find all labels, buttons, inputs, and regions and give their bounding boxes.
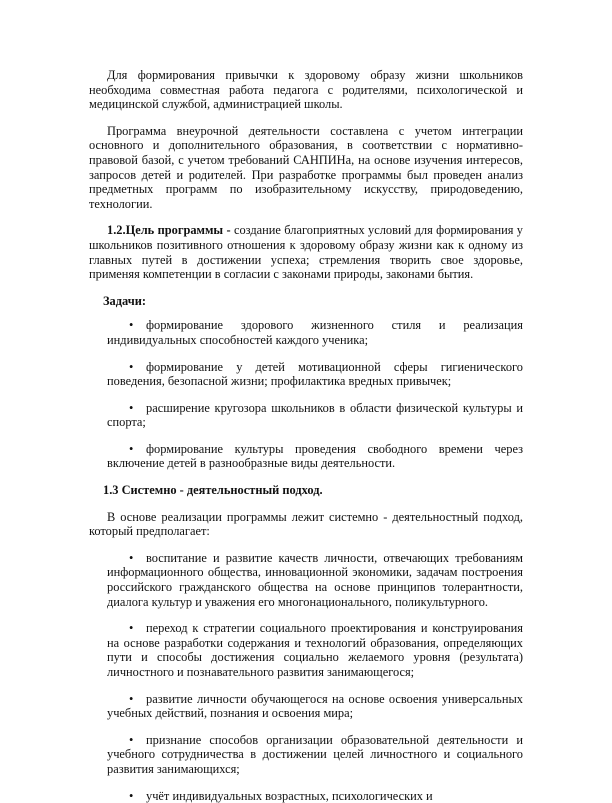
approach-list — [89, 551, 523, 803]
bullet-icon: • — [129, 359, 134, 374]
list-item: • признание способов организации образовательной деятельности и учебного сотрудничества в достижении целей личностного и социального развития занимающихся; — [107, 732, 523, 776]
bullet-icon: • — [129, 441, 134, 456]
list-item: • формирование культуры проведения свободного времени через включение детей в разнообразные виды деятельности. — [107, 441, 523, 471]
paragraph-approach-intro: В основе реализации программы лежит системно - деятельностный подход, который предполагает: — [89, 509, 523, 539]
paragraph-program-basis: Программа внеурочной деятельности составлена с учетом интеграции основного и дополнительного образования, в соответствии с нормативно-правовой базой, с учетом требований САНПИНа, на основе изучения интересов, запросов детей и родителей. При разработке программы был проведен анализ предметных программ по изобразительному искусству, природоведению, технологии. — [89, 123, 523, 211]
bullet-icon: • — [129, 318, 134, 333]
section-heading: 1.3 Системно - деятельностный подход. — [103, 483, 323, 498]
bullet-icon: • — [129, 788, 134, 803]
paragraph-parents-cooperation: Для формирования привычки к здоровому образу жизни школьников необходима совместная работа педагога с родителями, психологической и медицинской службой, администрацией школы. — [89, 68, 523, 112]
tasks-list — [89, 318, 523, 471]
list-item: • развитие личности обучающегося на основе освоения универсальных учебных действий, познания и освоения мира; — [107, 691, 523, 721]
list-item: • воспитание и развитие качеств личности, отвечающих требованиям информационного общества, инновационной экономики, задачам построения российского гражданского общества на основе принципов толерантности, диалога культур и уважения его многонационального, поликультурного. — [107, 550, 523, 609]
paragraph-goal — [89, 223, 523, 281]
list-item: • учёт индивидуальных возрастных, психологических и — [129, 788, 433, 803]
list-item: • формирование здорового жизненного стиля и реализация индивидуальных способностей каждого ученика; — [107, 318, 523, 347]
goal-heading: 1.2.Цель программы - — [107, 223, 231, 238]
list-item: • переход к стратегии социального проектирования и конструирования на основе разработки содержания и технологий образования, определяющих пути и способы достижения социально желаемого уровня (результата) личностного и познавательного развития занимающегося; — [107, 621, 523, 679]
list-item: • формирование у детей мотивационной сферы гигиенического поведения, безопасной жизни; профилактика вредных привычек; — [107, 359, 523, 389]
bullet-icon: • — [129, 621, 134, 636]
tasks-heading: Задачи: — [103, 293, 146, 308]
bullet-icon: • — [129, 550, 134, 565]
list-item: • расширение кругозора школьников в области физической культуры и спорта; — [107, 400, 523, 430]
bullet-icon: • — [129, 400, 134, 415]
goal-text: создание благоприятных условий для формирования у школьников позитивного отношения к здоровому образу жизни как к одному из главных путей в достижении успеха; стремления творить свое здоровье, применяя компетенции в согласии с законами природы, законами бытия. — [89, 223, 523, 282]
bullet-icon: • — [129, 732, 134, 747]
bullet-icon: • — [129, 691, 134, 706]
document-page — [89, 68, 523, 803]
